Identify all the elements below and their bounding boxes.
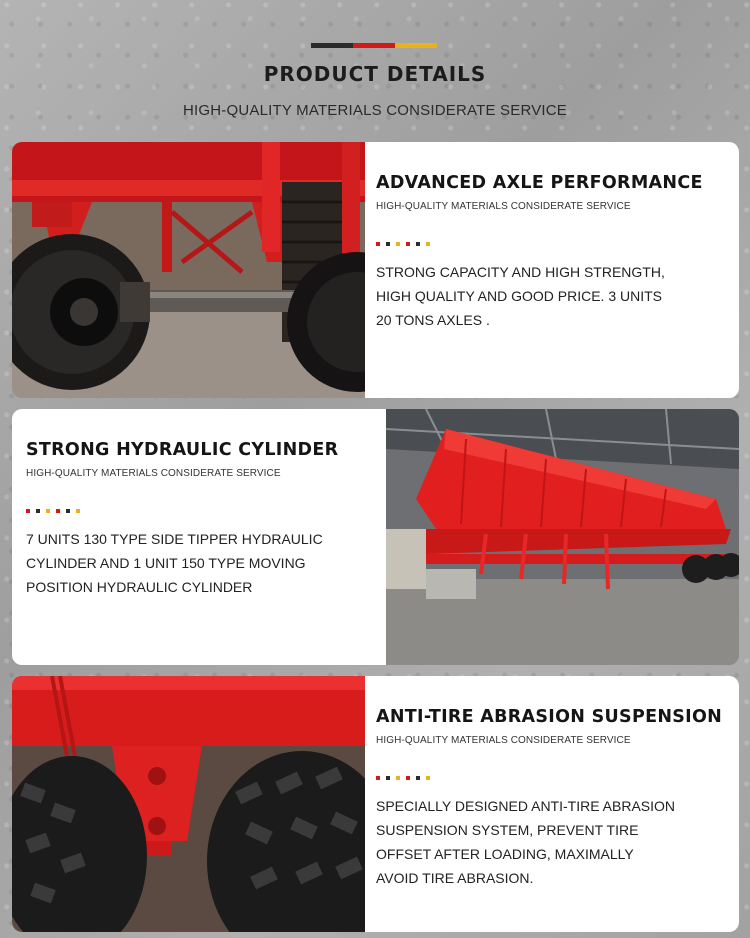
feature-card-hydraulic [12, 409, 739, 665]
header-color-bar [311, 43, 437, 48]
page-title: PRODUCT DETAILS [263, 62, 487, 86]
feature-text-axle [376, 142, 731, 398]
feature-title: ADVANCED AXLE PERFORMANCE [376, 173, 703, 193]
color-bar-red [353, 43, 395, 48]
decorative-dots [376, 242, 430, 246]
feature-text-suspension [376, 676, 731, 932]
feature-title: STRONG HYDRAULIC CYLINDER [26, 440, 339, 460]
feature-title: ANTI-TIRE ABRASION SUSPENSION [376, 707, 723, 727]
decorative-dots [26, 509, 80, 513]
decorative-dots [376, 776, 430, 780]
side-tipper-photo [386, 409, 739, 665]
suspension-photo [12, 676, 365, 932]
feature-description: 7 UNITS 130 TYPE SIDE TIPPER HYDRAULIC CYLINDER AND 1 UNIT 150 TYPE MOVING POSITION HYDRAULIC CYLINDER [26, 531, 323, 595]
feature-card-axle [12, 142, 739, 398]
feature-description: STRONG CAPACITY AND HIGH STRENGTH, HIGH QUALITY AND GOOD PRICE. 3 UNITS 20 TONS AXLES . [376, 264, 665, 328]
color-bar-dark [311, 43, 353, 48]
page-subtitle: HIGH-QUALITY MATERIALS CONSIDERATE SERVICE [182, 102, 568, 119]
feature-subtitle: HIGH-QUALITY MATERIALS CONSIDERATE SERVICE [26, 468, 281, 479]
feature-subtitle: HIGH-QUALITY MATERIALS CONSIDERATE SERVICE [376, 201, 631, 212]
feature-subtitle: HIGH-QUALITY MATERIALS CONSIDERATE SERVICE [376, 735, 631, 746]
feature-description: SPECIALLY DESIGNED ANTI-TIRE ABRASION SUSPENSION SYSTEM, PREVENT TIRE OFFSET AFTER LOADING, MAXIMALLY AVOID TIRE ABRASION. [376, 798, 676, 886]
feature-card-suspension [12, 676, 739, 932]
feature-text-hydraulic [26, 409, 376, 665]
color-bar-yellow [395, 43, 437, 48]
axle-photo [12, 142, 365, 398]
